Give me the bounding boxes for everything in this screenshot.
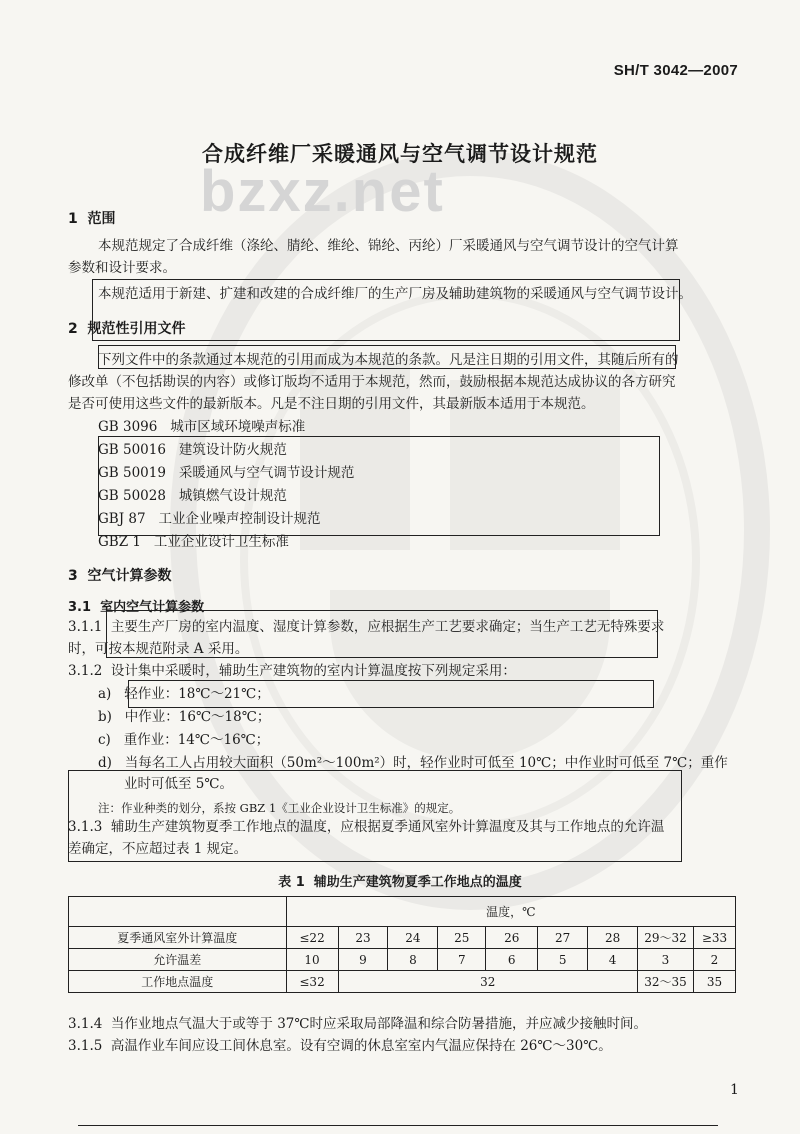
list-item: c) 重作业：14℃～16℃； [98,732,270,748]
clause-3-1-3-cont: 差确定，不应超过表 1 规定。 [68,841,248,857]
clause-3-1-3: 3.1.3 辅助生产建筑物夏季工作地点的温度，应根据夏季通风室外计算温度及其与工作地点的允许温 [68,819,665,835]
table-cell: 35 [693,971,735,993]
table-cell: 23 [338,927,388,949]
table-cell: 27 [538,927,588,949]
table-cell: 2 [693,949,735,971]
list-item: b) 中作业：16℃～18℃； [98,709,271,725]
clause-3-1-1: 3.1.1 主要生产厂房的室内温度、湿度计算参数，应根据生产工艺要求确定；当生产工艺无特殊要求 [68,619,665,635]
reference-item: GB 50019 采暖通风与空气调节设计规范 [98,465,355,481]
table-corner-cell [69,897,287,927]
table-cell: 8 [388,949,438,971]
table-cell: 24 [388,927,438,949]
table-cell: 32 [338,971,638,993]
paragraph: 本规范规定了合成纤维（涤纶、腈纶、维纶、锦纶、丙纶）厂采暖通风与空气调节设计的空气计算 [98,238,679,254]
table-cell: 3 [638,949,694,971]
annotation-box [92,279,680,341]
section-3-heading: 3 空气计算参数 [68,568,172,584]
section-2-heading: 2 规范性引用文件 [68,321,186,337]
document-number: SH/T 3042—2007 [613,62,738,79]
page-number: 1 [730,1082,739,1098]
table-cell: 28 [588,927,638,949]
table-cell: 25 [438,927,486,949]
paragraph: 是否可使用这些文件的最新版本。凡是不注日期的引用文件，其最新版本适用于本规范。 [68,396,595,412]
table-cell: 7 [438,949,486,971]
annotation-box [98,436,660,536]
row-label: 工作地点温度 [69,971,287,993]
table-cell: 26 [486,927,538,949]
table-cell: ≥33 [693,927,735,949]
table-cell: ≤32 [286,971,338,993]
list-item: a) 轻作业：18℃～21℃； [98,686,270,702]
bottom-rule [78,1125,718,1126]
site-watermark: bzxz.net [200,159,445,224]
reference-item: GB 50016 建筑设计防火规范 [98,442,287,458]
table-cell: 4 [588,949,638,971]
annotation-box [98,345,676,369]
table-cell: 6 [486,949,538,971]
table-cell: 32～35 [638,971,694,993]
clause-3-1-5: 3.1.5 高温作业车间应设工间休息室。设有空调的休息室室内气温应保持在 26℃～30℃。 [68,1038,612,1054]
row-label: 夏季通风室外计算温度 [69,927,287,949]
paragraph: 下列文件中的条款通过本规范的引用而成为本规范的条款。凡是注日期的引用文件，其随后所有的 [98,352,679,368]
row-label: 允许温差 [69,949,287,971]
table-cell: 29～32 [638,927,694,949]
annotation-box [128,680,654,708]
clause-3-1-2: 3.1.2 设计集中采暖时，辅助生产建筑物的室内计算温度按下列规定采用： [68,663,516,679]
clause-3-1-1-cont: 时，可按本规范附录 A 采用。 [68,641,249,657]
list-item-cont: 业时可低至 5℃。 [124,776,233,792]
page-title: 合成纤维厂采暖通风与空气调节设计规范 [202,142,598,166]
reference-item: GB 3096 城市区域环境噪声标准 [98,419,306,435]
annotation-box [68,770,682,862]
subsection-heading: 3.1 室内空气计算参数 [68,600,205,615]
annotation-box [106,610,658,658]
temperature-table [68,896,736,993]
table-caption: 表 1 辅助生产建筑物夏季工作地点的温度 [278,875,522,890]
note: 注：作业种类的划分，系按 GBZ 1《工业企业设计卫生标准》的规定。 [98,801,461,815]
table-cell: 9 [338,949,388,971]
table-header: 温度，℃ [286,897,735,927]
reference-item: GB 50028 城镇燃气设计规范 [98,488,287,504]
list-item: d) 当每名工人占用较大面积（50m²～100m²）时，轻作业时可低至 10℃；中作业时可低至 7℃；重作 [98,755,728,771]
table-cell: 10 [286,949,338,971]
paragraph: 本规范适用于新建、扩建和改建的合成纤维厂的生产厂房及辅助建筑物的采暖通风与空气调节设计。 [98,286,692,302]
paragraph: 参数和设计要求。 [68,260,176,276]
table-cell: ≤22 [286,927,338,949]
section-1-heading: 1 范围 [68,211,116,227]
paragraph: 修改单（不包括勘误的内容）或修订版均不适用于本规范，然而，鼓励根据本规范达成协议的各方研究 [68,374,676,390]
clause-3-1-4: 3.1.4 当作业地点气温大于或等于 37℃时应采取局部降温和综合防暑措施，并应减少接触时间。 [68,1016,648,1032]
reference-item: GBZ 1 工业企业设计卫生标准 [98,534,289,550]
reference-item: GBJ 87 工业企业噪声控制设计规范 [98,511,321,527]
table-cell: 5 [538,949,588,971]
